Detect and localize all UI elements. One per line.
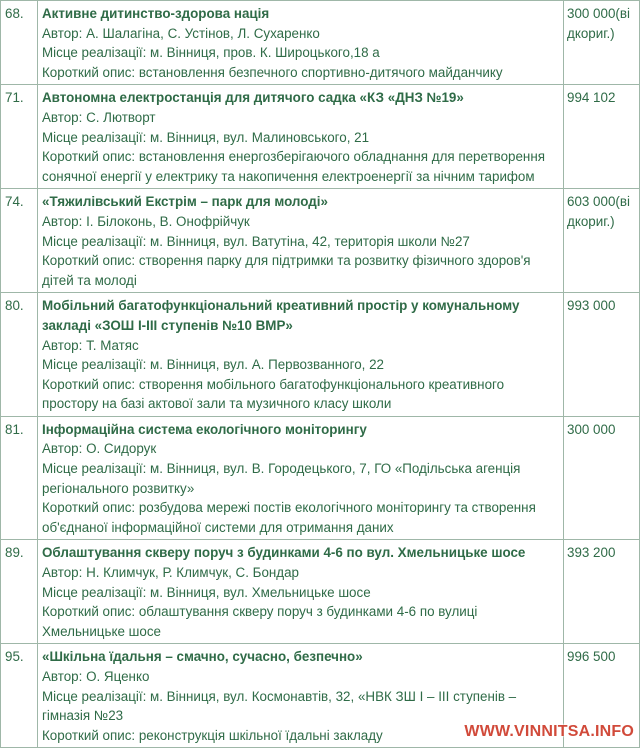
project-number: 71. [1, 85, 38, 189]
project-amount-cell [564, 293, 640, 417]
project-author: Автор: О. Сидорук [42, 439, 559, 459]
project-description: Короткий опис: встановлення енергозберігаючого обладнання для перетворення сонячної енергії у електрику та накопичення електроенергії за нічним тарифом [42, 147, 559, 186]
project-title: Автономна електростанція для дитячого садка «КЗ «ДНЗ №19» [42, 88, 559, 108]
project-amount: 300 000 [567, 420, 635, 440]
project-location: Місце реалізації: м. Вінниця, вул. Космонавтів, 32, «НВК ЗШ І – ІІІ ступенів – гімназія №23 [42, 687, 559, 726]
project-details [38, 189, 564, 293]
project-location: Місце реалізації: м. Вінниця, пров. К. Широцького,18 а [42, 43, 559, 63]
project-details [38, 85, 564, 189]
projects-table-body [1, 1, 640, 748]
project-author: Автор: І. Білоконь, В. Онофрійчук [42, 212, 559, 232]
project-amount: 996 500 [567, 647, 635, 667]
table-row [1, 416, 640, 540]
project-description: Короткий опис: розбудова мережі постів екологічного моніторингу та створення об'єднаної інформаційної системи для отримання даних [42, 498, 559, 537]
project-amount-cell [564, 85, 640, 189]
table-row [1, 540, 640, 644]
project-location: Місце реалізації: м. Вінниця, вул. Ватутіна, 42, територія школи №27 [42, 232, 559, 252]
project-amount: 393 200 [567, 543, 635, 563]
project-location: Місце реалізації: м. Вінниця, вул. Малиновського, 21 [42, 128, 559, 148]
project-description: Короткий опис: облаштування скверу поруч з будинками 4-6 по вулиці Хмельницьке шосе [42, 602, 559, 641]
project-author: Автор: Т. Матяс [42, 336, 559, 356]
project-number: 68. [1, 1, 38, 85]
project-amount: 300 000(ві дкориг.) [567, 4, 635, 43]
project-amount-cell [564, 416, 640, 540]
project-title: Інформаційна система екологічного моніторингу [42, 420, 559, 440]
project-title: «Шкільна їдальня – смачно, сучасно, безпечно» [42, 647, 559, 667]
project-details [38, 540, 564, 644]
project-amount-cell [564, 540, 640, 644]
project-details [38, 1, 564, 85]
table-row [1, 189, 640, 293]
project-location: Місце реалізації: м. Вінниця, вул. А. Первозванного, 22 [42, 355, 559, 375]
project-description: Короткий опис: реконструкція шкільної їдальні закладу [42, 726, 559, 746]
project-number: 80. [1, 293, 38, 417]
project-author: Автор: А. Шалагіна, С. Устінов, Л. Сухаренко [42, 24, 559, 44]
project-location: Місце реалізації: м. Вінниця, вул. Хмельницьке шосе [42, 583, 559, 603]
project-number: 81. [1, 416, 38, 540]
project-title: Активне дитинство-здорова нація [42, 4, 559, 24]
project-title: Мобільний багатофункціональний креативний простір у комунальному закладі «ЗОШ І-ІІІ ступенів №10 ВМР» [42, 296, 559, 335]
project-amount: 994 102 [567, 88, 635, 108]
project-description: Короткий опис: встановлення безпечного спортивно-дитячого майданчику [42, 63, 559, 83]
watermark: WWW.VINNITSA.INFO [464, 723, 634, 741]
table-row [1, 85, 640, 189]
project-amount-cell [564, 1, 640, 85]
project-amount: 603 000(ві дкориг.) [567, 192, 635, 231]
project-location: Місце реалізації: м. Вінниця, вул. В. Городецького, 7, ГО «Подільська агенція регіонального розвитку» [42, 459, 559, 498]
project-title: «Тяжилівський Екстрім – парк для молоді» [42, 192, 559, 212]
project-details [38, 416, 564, 540]
project-number: 74. [1, 189, 38, 293]
project-description: Короткий опис: створення парку для підтримки та розвитку фізичного здоров'я дітей та молоді [42, 251, 559, 290]
table-row [1, 293, 640, 417]
project-number: 89. [1, 540, 38, 644]
project-details [38, 293, 564, 417]
table-row [1, 1, 640, 85]
project-description: Короткий опис: створення мобільного багатофункціонального креативного простору на базі актової зали та музичного класу школи [42, 375, 559, 414]
project-number: 95. [1, 644, 38, 748]
project-amount: 993 000 [567, 296, 635, 316]
project-amount-cell [564, 189, 640, 293]
project-author: Автор: Н. Климчук, Р. Климчук, С. Бондар [42, 563, 559, 583]
project-author: Автор: С. Лютворт [42, 108, 559, 128]
project-author: Автор: О. Яценко [42, 667, 559, 687]
project-title: Облаштування скверу поруч з будинками 4-6 по вул. Хмельницьке шосе [42, 543, 559, 563]
